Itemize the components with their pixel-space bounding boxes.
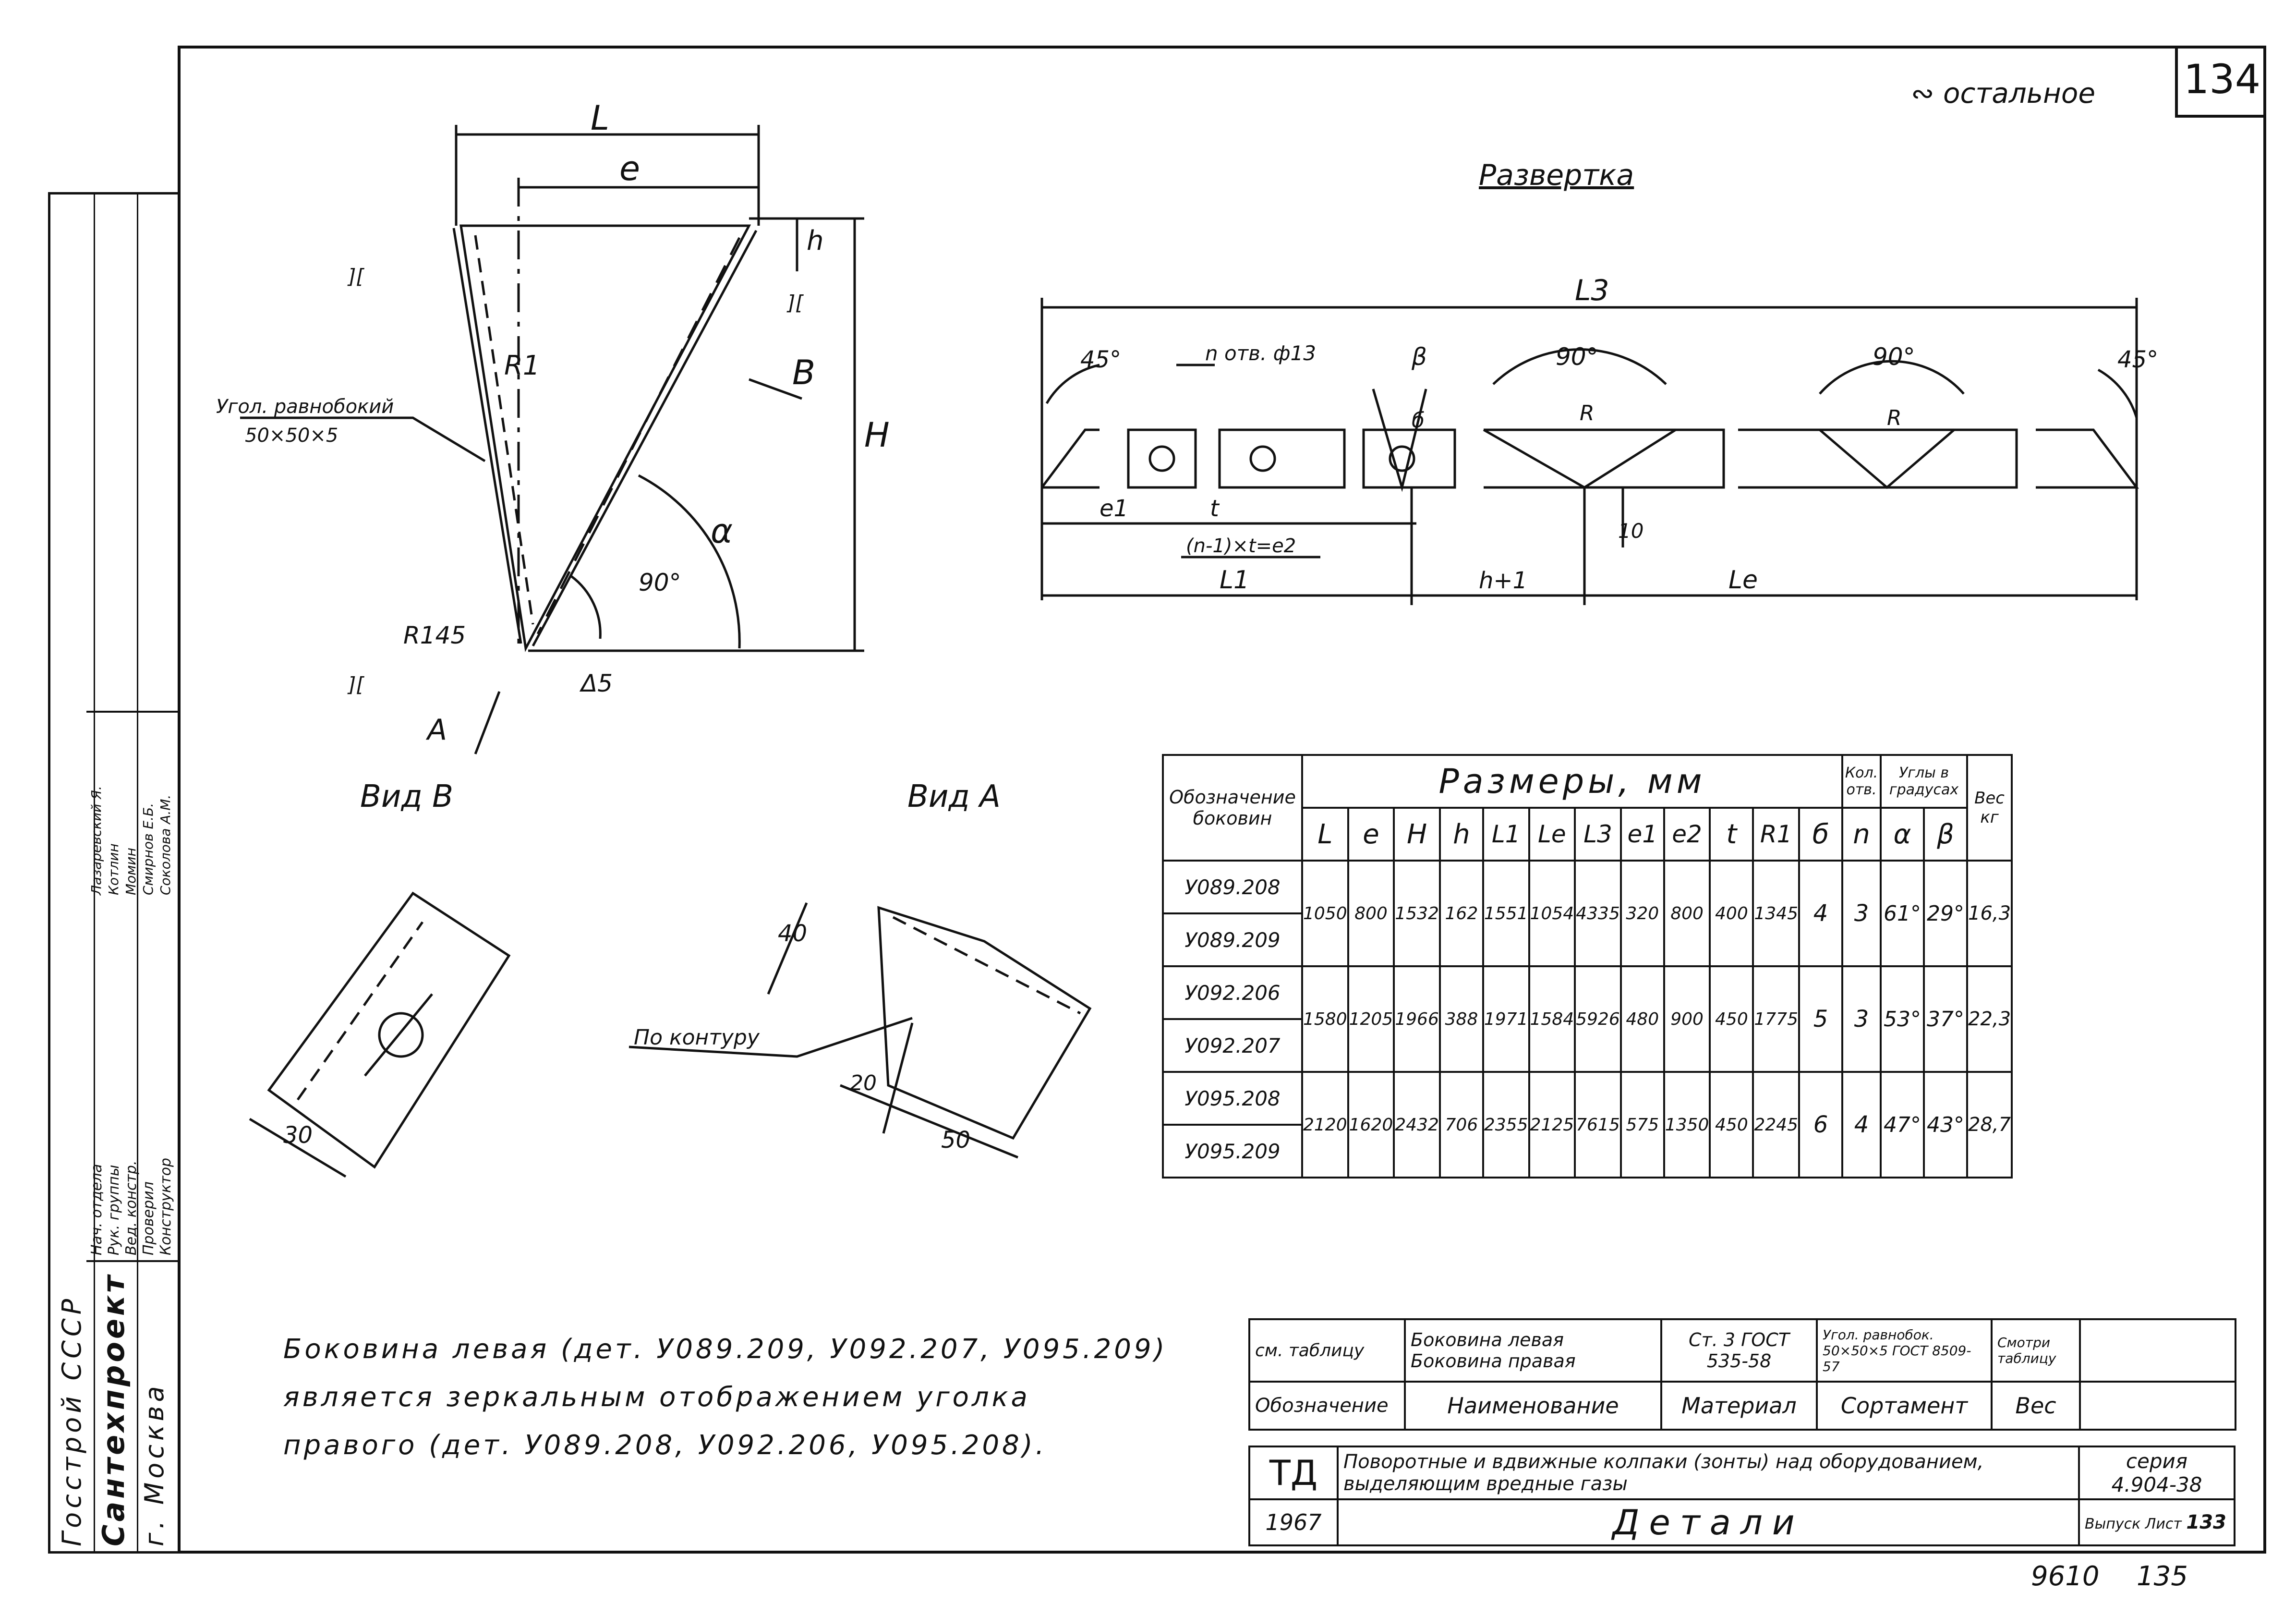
cell: 320	[1621, 861, 1664, 966]
label-t: t	[1210, 495, 1219, 522]
spec-material: Ст. 3 ГОСТ 535-58	[1661, 1319, 1817, 1382]
cell: 1532	[1394, 861, 1440, 966]
unfold-left-end	[1042, 430, 1100, 487]
label-dim20: 20	[850, 1071, 877, 1095]
table-row	[1163, 966, 2012, 1019]
issue-label: Выпуск	[2085, 1516, 2141, 1532]
right-angle-arc	[571, 576, 600, 639]
designation: У092.206	[1163, 966, 1302, 1019]
sheet-number: 134	[2175, 46, 2266, 118]
cell: 1584	[1529, 966, 1575, 1072]
col-header: H	[1394, 808, 1440, 861]
hole-1	[1150, 447, 1174, 471]
stamp-role-2: Рук. группы	[106, 1165, 122, 1255]
cell: 1551	[1483, 861, 1529, 966]
side-outer-edge	[454, 228, 521, 644]
dim-H-ext	[528, 219, 864, 651]
spec-designation: см. таблицу	[1249, 1319, 1405, 1382]
header-weight: Вес	[1992, 1382, 2080, 1430]
label-arrow-a: A	[427, 713, 447, 747]
label-e1: e1	[1100, 495, 1129, 522]
cell: 1050	[1302, 861, 1348, 966]
label-angle-size: 50×50×5	[245, 425, 338, 447]
label-r145: R145	[403, 621, 466, 649]
cell: 1350	[1664, 1072, 1710, 1178]
cell: 575	[1621, 1072, 1664, 1178]
note-line-3: правого (дет. У089.208, У092.206, У095.208).	[283, 1430, 1047, 1461]
cell: 6	[1799, 1072, 1842, 1178]
label-R1: R1	[504, 350, 540, 381]
series-label: серия	[2126, 1449, 2188, 1473]
label-90-a: 90°	[1556, 343, 1598, 371]
project-title: Поворотные и вдвижные колпаки (зонты) над оборудованием, выделяющим вредные газы	[1338, 1446, 2079, 1499]
arc-45-r	[2098, 370, 2137, 418]
col-header: n	[1842, 808, 1881, 861]
dim-L-ext	[456, 125, 759, 226]
view-b-hidden	[298, 922, 423, 1100]
view-a-outline	[879, 908, 1090, 1138]
cell: 450	[1710, 966, 1753, 1072]
view-a-dim40	[768, 903, 807, 994]
header-material: Материал	[1661, 1382, 1817, 1430]
header-name: Наименование	[1405, 1382, 1661, 1430]
cell: 2245	[1753, 1072, 1799, 1178]
cell: 37°	[1924, 966, 1967, 1072]
archive-number: 9610	[2031, 1561, 2100, 1592]
cell: 2125	[1529, 1072, 1575, 1178]
stamp-org3: г. Москва	[139, 1382, 169, 1546]
designation: У089.209	[1163, 913, 1302, 966]
stamp-name-1: Лазаревский Я.	[88, 786, 104, 895]
label-45-right: 45°	[2117, 346, 2159, 373]
spec-block	[1248, 1318, 2236, 1431]
alpha-arc	[639, 475, 739, 648]
designation: У089.208	[1163, 861, 1302, 913]
header-profile: Сортамент	[1817, 1382, 1992, 1430]
label-H: H	[864, 415, 890, 455]
stamp-role-4: Проверил	[140, 1181, 157, 1255]
label-R-a: R	[1580, 401, 1595, 425]
cell: 1620	[1348, 1072, 1394, 1178]
unfold-title: Развертка	[1479, 158, 1634, 192]
cell: 7615	[1575, 1072, 1621, 1178]
table-row	[1163, 1072, 2012, 1125]
stamp-name-4: Смирнов Е.Б.	[140, 802, 156, 895]
cell: 388	[1440, 966, 1483, 1072]
table-row	[1163, 861, 2012, 913]
cell: 1580	[1302, 966, 1348, 1072]
designation: У095.209	[1163, 1125, 1302, 1178]
label-holes: n отв. ф13	[1205, 341, 1316, 365]
unfold-seg-2	[1220, 430, 1344, 487]
cell: 3	[1842, 966, 1881, 1072]
view-a-title: Вид А	[907, 779, 1001, 814]
col-header: Le	[1529, 808, 1575, 861]
spec-weight: Смотри таблицу	[1992, 1319, 2080, 1382]
cell: 29°	[1924, 861, 1967, 966]
cell: 480	[1621, 966, 1664, 1072]
col-header: R1	[1753, 808, 1799, 861]
col-header: L3	[1575, 808, 1621, 861]
mirror-note	[283, 1325, 1167, 1470]
label-contour: По контуру	[634, 1025, 760, 1050]
side-frame-outline	[461, 226, 749, 648]
notch-beta	[1373, 389, 1426, 487]
label-b: б	[1412, 408, 1425, 433]
series-cell	[2079, 1446, 2235, 1499]
surface-note-text: остальное	[1943, 77, 2096, 109]
unfold-seg-4	[1484, 430, 1724, 487]
cell: 4	[1799, 861, 1842, 966]
note-line-1: Боковина левая (дет. У089.209, У092.207, У095.209)	[283, 1334, 1168, 1365]
cell: 1205	[1348, 966, 1394, 1072]
label-R-b: R	[1887, 406, 1902, 430]
stamp-role-5: Конструктор	[157, 1157, 174, 1255]
view-b-title: Вид В	[360, 779, 453, 814]
col-header: б	[1799, 808, 1842, 861]
unfold-seg-1	[1128, 430, 1196, 487]
col-header: e2	[1664, 808, 1710, 861]
spec-name: Боковина левая Боковина правая	[1405, 1319, 1661, 1382]
cell: 2355	[1483, 1072, 1529, 1178]
stamp-name-5: Соколова А.М.	[157, 794, 173, 895]
cell: 5926	[1575, 966, 1621, 1072]
hole-2	[1251, 447, 1275, 471]
designation: У092.207	[1163, 1019, 1302, 1072]
label-dim30: 30	[283, 1122, 313, 1149]
stamp-name-2: Котлин	[106, 843, 121, 895]
label-beta: β	[1412, 343, 1427, 371]
col-header: e1	[1621, 808, 1664, 861]
cell: 2432	[1394, 1072, 1440, 1178]
label-dim40: 40	[778, 920, 808, 947]
bracket-mark-3: ][	[348, 673, 364, 696]
cell: 3	[1842, 861, 1881, 966]
cell: 4	[1842, 1072, 1881, 1178]
note-line-2: является зеркальным отображением уголка	[283, 1382, 1030, 1413]
cell: 800	[1348, 861, 1394, 966]
cell: 1971	[1483, 966, 1529, 1072]
cell: 61°	[1881, 861, 1924, 966]
side-hidden-line	[475, 235, 533, 624]
cell: 28,7	[1967, 1072, 2012, 1178]
bracket-mark-1: ][	[348, 265, 364, 288]
stamp-name-3: Момин	[123, 848, 139, 895]
cell: 800	[1664, 861, 1710, 966]
label-L3: L3	[1575, 274, 1609, 307]
cell: 4335	[1575, 861, 1621, 966]
label-alpha: α	[711, 511, 733, 551]
drawing-name: Детали	[1338, 1499, 2079, 1545]
unfold-right-end	[2036, 430, 2137, 487]
label-dim50: 50	[941, 1127, 971, 1154]
col-header: h	[1440, 808, 1483, 861]
cell: 1345	[1753, 861, 1799, 966]
label-45-left: 45°	[1080, 346, 1122, 373]
col-header: α	[1881, 808, 1924, 861]
table-header-sizes: Размеры, мм	[1302, 755, 1842, 808]
stamp-org1: Госстрой СССР	[57, 1295, 87, 1546]
header-designation: Обозначение	[1249, 1382, 1405, 1430]
cell: 706	[1440, 1072, 1483, 1178]
label-arrow-b: B	[792, 353, 816, 392]
stamp-org2: Сантехпроект	[96, 1272, 131, 1546]
cell: 5	[1799, 966, 1842, 1072]
view-a-dim50	[840, 1085, 1018, 1157]
year: 1967	[1249, 1499, 1338, 1545]
sheet-value: 133	[2186, 1511, 2226, 1533]
cell: 162	[1440, 861, 1483, 966]
label-e: e	[619, 149, 640, 188]
table-header-angles: Углы в градусах	[1881, 755, 1967, 808]
sheet-label: Лист	[2145, 1516, 2182, 1532]
label-hplus: h+1	[1479, 567, 1528, 594]
cell: 47°	[1881, 1072, 1924, 1178]
col-header: L	[1302, 808, 1348, 861]
cell: 900	[1664, 966, 1710, 1072]
label-90-b: 90°	[1873, 343, 1915, 371]
cell: 450	[1710, 1072, 1753, 1178]
table-header-designation: Обозначение боковин	[1163, 755, 1302, 861]
cell: 43°	[1924, 1072, 1967, 1178]
stamp-role-1: Нач. отдела	[88, 1164, 105, 1255]
notch-1	[1484, 430, 1676, 487]
cell: 1054	[1529, 861, 1575, 966]
cell: 1966	[1394, 966, 1440, 1072]
cell: 400	[1710, 861, 1753, 966]
view-a-arrow	[475, 692, 499, 754]
label-Le: Le	[1728, 566, 1758, 595]
label-10: 10	[1618, 519, 1644, 543]
cell: 2120	[1302, 1072, 1348, 1178]
title-block	[1248, 1446, 2236, 1546]
designation: У095.208	[1163, 1072, 1302, 1125]
col-header: e	[1348, 808, 1394, 861]
td-mark: ТД	[1249, 1446, 1338, 1499]
label-90: 90°	[639, 569, 681, 596]
label-L1: L1	[1220, 566, 1250, 595]
label-weld5: Δ5	[581, 669, 613, 697]
bracket-mark-2: ][	[787, 291, 803, 315]
col-header: L1	[1483, 808, 1529, 861]
col-header: t	[1710, 808, 1753, 861]
cell: 53°	[1881, 966, 1924, 1072]
notch-2	[1820, 430, 1954, 487]
spec-profile: Угол. равнобок. 50×50×5 ГОСТ 8509-57	[1817, 1319, 1992, 1382]
label-formula: (n-1)×t=e2	[1186, 535, 1296, 557]
table-header-weight: Вес кг	[1967, 755, 2012, 861]
label-angle-profile: Угол. равнобокий	[216, 396, 394, 418]
col-header: β	[1924, 808, 1967, 861]
view-a-hidden	[893, 917, 1080, 1013]
issue-sheet-cell	[2079, 1499, 2235, 1545]
spec-empty	[2080, 1319, 2236, 1382]
header-empty	[2080, 1382, 2236, 1430]
cell: 22,3	[1967, 966, 2012, 1072]
dimension-table	[1162, 754, 2013, 1179]
cell: 16,3	[1967, 861, 2012, 966]
cell: 1775	[1753, 966, 1799, 1072]
tilde-icon: ∾	[1911, 77, 1944, 109]
table-header-count: Кол. отв.	[1842, 755, 1881, 808]
page-number: 135	[2137, 1561, 2188, 1592]
series-value: 4.904-38	[2111, 1473, 2202, 1496]
stamp-role-3: Вед. констр.	[123, 1160, 140, 1255]
label-h: h	[807, 225, 824, 256]
label-L: L	[591, 98, 609, 138]
